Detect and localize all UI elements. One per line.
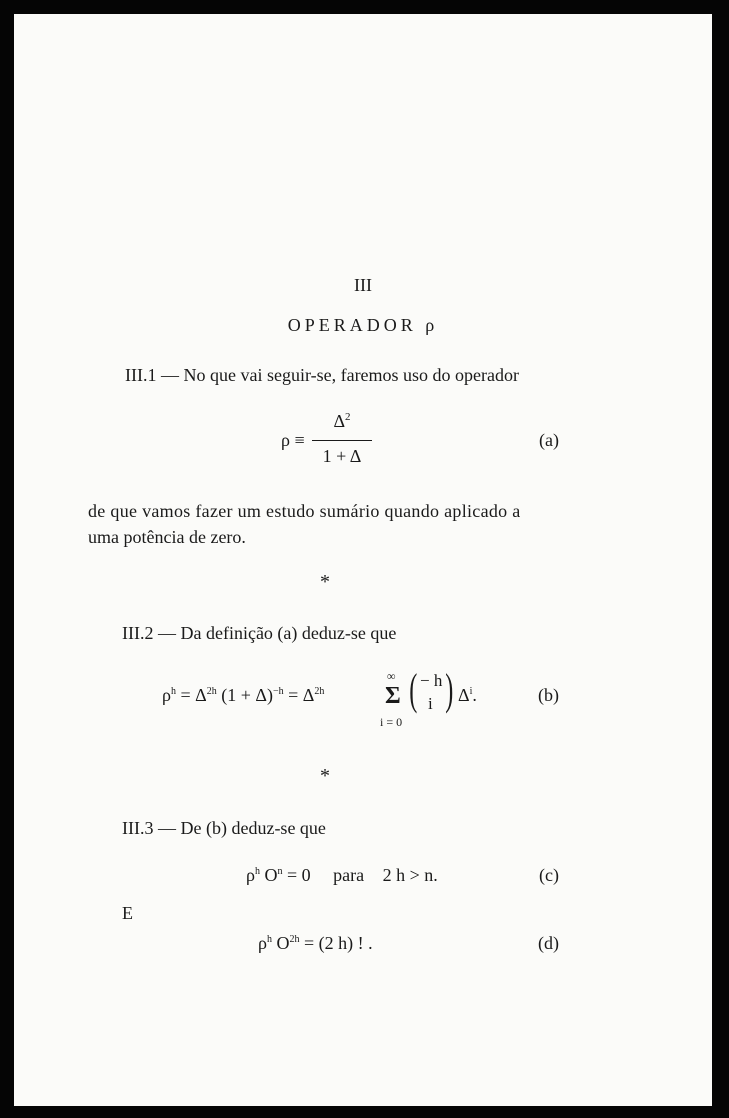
equation-c: $\rho^h$ $O^n = 0$ para 2 h > n. [246, 865, 438, 885]
eq-b-delta-term: $\Delta^i$. [458, 685, 477, 705]
em-dash: — [157, 623, 176, 643]
section-text: No que vai seguir-se, faremos uso do operador [183, 365, 520, 385]
binom-right-paren: ) [445, 665, 454, 714]
section-separator-star: * [320, 571, 330, 593]
eq-a-lhs: ρ ≡ [281, 430, 305, 450]
paragraph-line-1: de que vamos fazer um estudo sumário quando aplicado a [88, 501, 521, 521]
section-3-1-line [125, 366, 519, 384]
binom-bottom: i [428, 694, 433, 713]
section-number: III.3 [122, 818, 154, 838]
sigma-symbol: Σ [385, 683, 401, 709]
chapter-number: III [354, 275, 372, 295]
eq-d-label: (d) [538, 933, 559, 953]
section-3-2-line [122, 624, 396, 642]
em-dash: — [157, 818, 176, 838]
section-text: De (b) deduz-se que [180, 818, 326, 838]
eq-b-part1: $\rho^h = \Delta^{2h}$ $(1 + \Delta)^{-h} = \Delta^{2h}$ [162, 685, 325, 705]
fraction-bar [312, 440, 372, 441]
binom-top: − h [420, 671, 443, 690]
conjunction-e: E [122, 903, 133, 923]
em-dash: — [160, 365, 179, 385]
eq-a-denominator: 1 + Δ [322, 446, 362, 466]
section-number: III.2 [122, 623, 154, 643]
paragraph-line-2: uma potência de zero. [88, 527, 246, 547]
section-number: III.1 [125, 365, 157, 385]
eq-a-numerator: $\Delta^2$ [333, 411, 351, 431]
equation-d: $\rho^h$ $O^{2h} = (2$ h) ! . [258, 933, 373, 953]
binom-left-paren: ( [409, 665, 418, 714]
document-page [14, 14, 712, 1106]
eq-b-label: (b) [538, 685, 559, 705]
eq-a-label: (a) [539, 430, 559, 450]
section-separator-star: * [320, 765, 330, 787]
sigma-lower-limit: i = 0 [380, 715, 403, 729]
section-3-3-line [122, 819, 326, 837]
section-text: Da definição (a) deduz-se que [180, 623, 397, 643]
eq-c-label: (c) [539, 865, 559, 885]
sigma-upper-limit: ∞ [387, 669, 396, 683]
chapter-title: OPERADOR ρ [287, 315, 439, 335]
